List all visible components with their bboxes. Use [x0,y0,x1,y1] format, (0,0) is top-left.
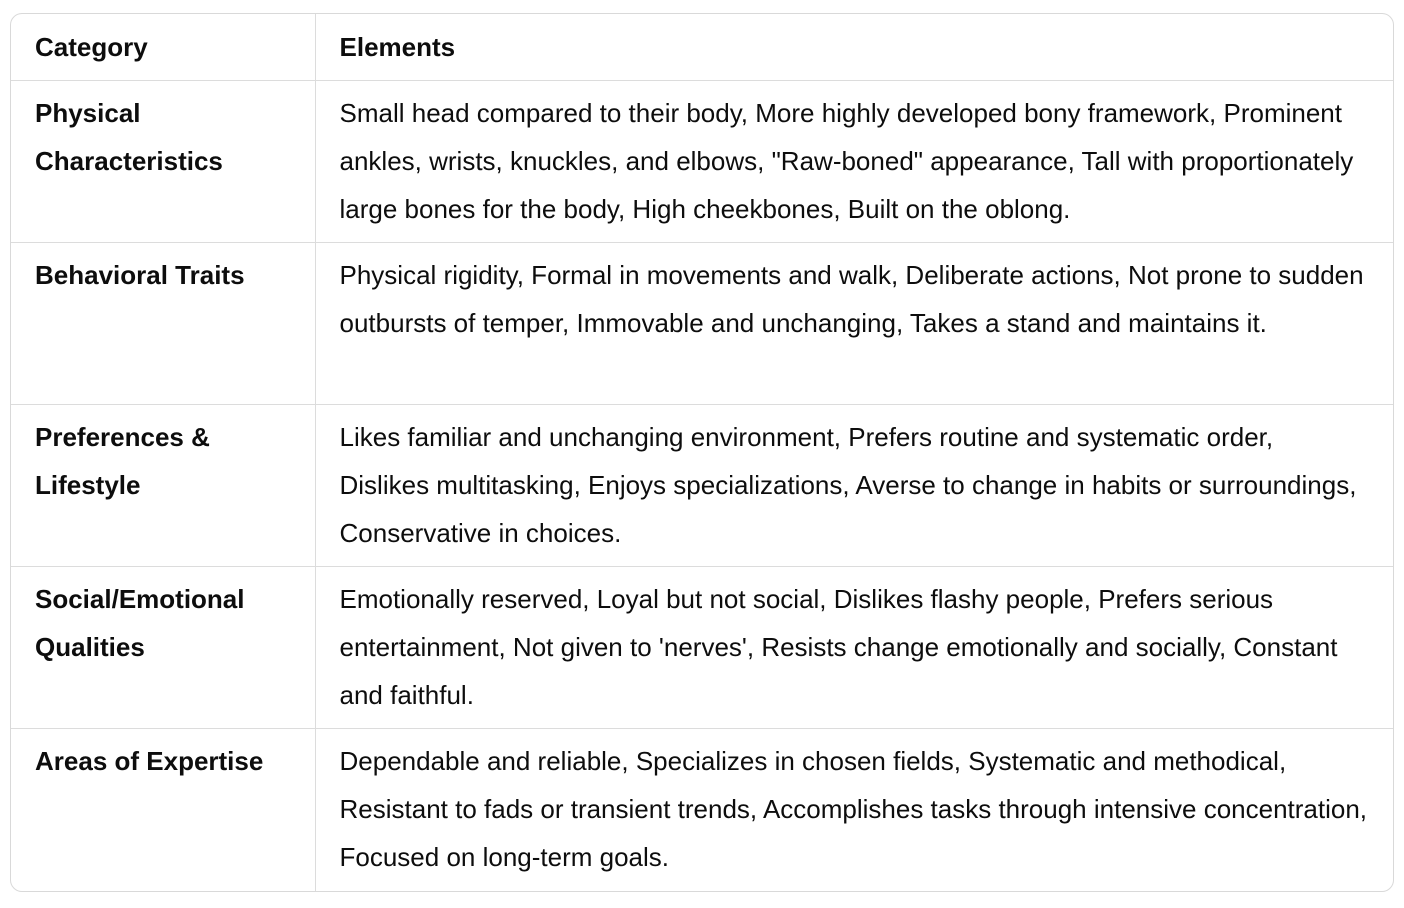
row-category: Social/Emotional Qualities [11,567,315,729]
table-row [11,81,1393,243]
row-elements: Dependable and reliable, Specializes in chosen fields, Systematic and methodical, Resistant to fads or transient trends, Accomplishes tasks through intensive concentration, Focused on long-term goals. [315,729,1393,891]
table-row [11,405,1393,567]
row-elements: Emotionally reserved, Loyal but not social, Dislikes flashy people, Prefers serious entertainment, Not given to 'nerves', Resists change emotionally and socially, Constant and faithful. [315,567,1393,729]
row-category: Preferences & Lifestyle [11,405,315,567]
traits-table-container [10,13,1394,892]
traits-table [11,14,1393,891]
row-category: Physical Characteristics [11,81,315,243]
row-elements: Small head compared to their body, More highly developed bony framework, Prominent ankles, wrists, knuckles, and elbows, "Raw-boned" appearance, Tall with proportionately large bones for the body, High cheekbones, Built on the oblong. [315,81,1393,243]
row-category: Areas of Expertise [11,729,315,891]
table-row [11,729,1393,891]
table-row [11,243,1393,405]
header-elements: Elements [339,32,456,62]
header-category: Category [11,14,315,81]
row-elements: Likes familiar and unchanging environment, Prefers routine and systematic order, Dislikes multitasking, Enjoys specializations, Averse to change in habits or surroundings, Conservative in choices. [315,405,1393,567]
row-category: Behavioral Traits [11,243,315,405]
table-header-row [11,14,1393,81]
table-row [11,567,1393,729]
row-elements: Physical rigidity, Formal in movements and walk, Deliberate actions, Not prone to sudden outbursts of temper, Immovable and unchanging, Takes a stand and maintains it. [315,243,1393,405]
